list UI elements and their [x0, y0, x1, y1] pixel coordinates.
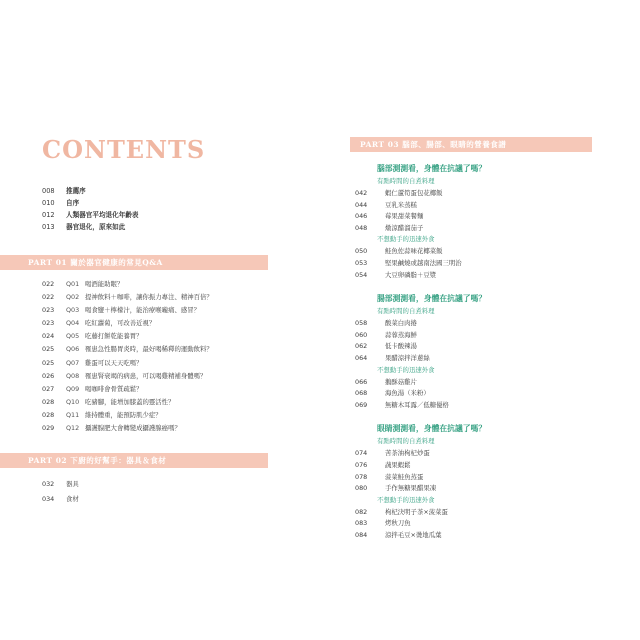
entry-title: 食材 — [66, 495, 79, 504]
takeout-subheading: 不想動手的迅速外食 — [377, 235, 435, 244]
entry-title: 苦茶油枸杞炒蛋 — [385, 449, 430, 458]
cook-subheading: 有點時間的自煮料理 — [377, 177, 435, 185]
toc-entry[interactable] — [42, 385, 264, 398]
page-number: 026 — [42, 371, 55, 380]
page-number: 074 — [355, 449, 368, 458]
page-number: 023 — [42, 306, 55, 315]
entry-title: 鮭魚佐蒜味花椰菜飯 — [385, 247, 443, 256]
part-02-banner: PART 02 下廚的好幫手：器具＆食材 — [0, 453, 268, 468]
question-code: Q11 — [66, 410, 80, 419]
page-number: 058 — [355, 319, 368, 328]
entry-title: 器具 — [66, 480, 79, 489]
page-number: 066 — [355, 377, 368, 386]
entry-title: 自序 — [66, 199, 80, 207]
page-number: 032 — [42, 480, 55, 489]
page-number: 044 — [355, 200, 368, 209]
qa-list — [42, 280, 264, 437]
toc-entry[interactable] — [355, 319, 577, 331]
question-code: Q03 — [66, 306, 80, 315]
entry-title: 海魚湯（米粉） — [385, 389, 430, 398]
entry-title: 吃紅蘿蔔，可改善近視？ — [85, 319, 156, 328]
group-title: 腸部測測看，身體在抗議了嗎？ — [377, 294, 487, 304]
entry-title: 涼拌毛豆×燙地瓜葉 — [385, 530, 442, 539]
page-number: 082 — [355, 507, 368, 516]
toc-entry[interactable] — [42, 424, 264, 437]
toc-entry[interactable] — [42, 332, 264, 345]
toc-entry[interactable] — [355, 401, 577, 413]
toc-entry[interactable] — [355, 259, 577, 271]
toc-entry[interactable] — [42, 199, 264, 211]
page-number: 023 — [42, 319, 55, 328]
entry-title: 烤秋刀魚 — [385, 519, 411, 528]
question-code: Q04 — [66, 319, 80, 328]
toc-entry[interactable] — [42, 480, 264, 495]
takeout-subheading: 不想動手的迅速外食 — [377, 495, 435, 504]
entry-title: 豆乳米蒸糕 — [385, 200, 417, 209]
toc-entry[interactable] — [42, 372, 264, 385]
toc-entry[interactable] — [355, 508, 577, 520]
page-number: 013 — [42, 223, 55, 231]
question-code: Q09 — [66, 384, 80, 393]
entry-title: 堅果鹹燒或越南法國三明治 — [385, 258, 462, 267]
page-number: 046 — [355, 212, 368, 221]
cook-subheading: 有點時間的自煮料理 — [377, 437, 435, 446]
page-number: 050 — [355, 247, 368, 256]
entry-title: 提神飲料＋咖啡，讓你振力專注、精神百倍？ — [85, 293, 213, 302]
entry-title: 喝食鹽＋檸檬汁，能治療喉嚨痛、感冒？ — [85, 306, 201, 315]
toc-entry[interactable] — [42, 280, 264, 293]
question-code: Q01 — [66, 280, 80, 288]
entry-title: 大豆卵磷脂＋豆漿 — [385, 270, 437, 279]
toc-entry[interactable] — [355, 519, 577, 531]
page-number: 048 — [355, 223, 368, 232]
toc-entry[interactable] — [42, 319, 264, 332]
page-number: 012 — [42, 211, 55, 219]
page-number: 028 — [42, 397, 55, 406]
entry-title: 喝咖啡會骨質疏鬆？ — [85, 384, 143, 393]
toc-entry[interactable] — [355, 473, 577, 485]
entry-title: 人類器官平均退化年齡表 — [66, 211, 139, 219]
cook-subheading: 有點時間的自煮料理 — [377, 307, 435, 316]
page-number: 022 — [42, 280, 55, 288]
entry-title: 罹患腎衰竭的病患，可以喝雞精補身體嗎？ — [85, 371, 207, 380]
toc-entry[interactable] — [355, 484, 577, 496]
page-number: 076 — [355, 460, 368, 469]
entry-title: 吃豬腳，能增加膝蓋的靈活性？ — [85, 397, 175, 406]
page-number: 025 — [42, 358, 55, 367]
recipe-groups — [355, 163, 577, 542]
right-page — [355, 137, 577, 542]
entry-title: 燉涼醋溜茄子 — [385, 223, 424, 232]
tools-list — [42, 480, 264, 510]
recipe-group — [355, 163, 577, 282]
page-number: 029 — [42, 424, 55, 433]
entry-title: 蒜蓉蒸海鮮 — [385, 330, 417, 339]
page-number: 078 — [355, 472, 368, 481]
toc-entry[interactable] — [355, 224, 577, 236]
entry-title: 罹患急性腸胃炎時，最好喝稀釋的運動飲料？ — [85, 345, 213, 354]
page-number: 010 — [42, 199, 55, 207]
question-code: Q08 — [66, 371, 80, 380]
toc-entry[interactable] — [42, 293, 264, 306]
part-01-banner: PART 01 關於器官健康的常見Q&A — [0, 255, 268, 270]
entry-title: 攝護腺肥大會轉變成攝護腺癌嗎？ — [85, 424, 181, 433]
toc-entry[interactable] — [42, 211, 264, 223]
intro-list — [42, 187, 264, 235]
toc-entry[interactable] — [355, 354, 577, 366]
toc-entry[interactable] — [355, 531, 577, 543]
question-code: Q02 — [66, 293, 80, 302]
page-number: 034 — [42, 495, 55, 504]
question-code: Q10 — [66, 397, 80, 406]
page-number: 069 — [355, 400, 368, 409]
page-number: 025 — [42, 345, 55, 354]
toc-entry[interactable] — [355, 342, 577, 354]
toc-entry[interactable] — [42, 306, 264, 319]
entry-title: 果醋涼拌洋蔥絲 — [385, 353, 430, 362]
part-03-banner: PART 03 腦部、腸部、眼睛的營養食譜 — [350, 137, 592, 152]
entry-title: 鵝酥菇雞片 — [385, 377, 417, 386]
takeout-subheading: 不想動手的迅速外食 — [377, 365, 435, 374]
entry-title: 雞蛋可以天天吃嗎？ — [85, 358, 143, 367]
toc-entry[interactable] — [42, 495, 264, 510]
entry-title: 器官退化，原來如此 — [66, 223, 126, 231]
entry-title: 維持體重，能預防肌少症？ — [85, 410, 162, 419]
page-number: 053 — [355, 258, 368, 267]
entry-title: 手作無糖果醋果凍 — [385, 484, 437, 493]
entry-title: 酸菜白肉捲 — [385, 319, 417, 328]
entry-title: 蝦仁蘆筍蛋包花椰飯 — [385, 189, 443, 197]
toc-entry[interactable] — [42, 411, 264, 424]
toc-entry[interactable] — [42, 223, 264, 235]
entry-title: 推薦序 — [66, 187, 86, 195]
left-page — [28, 128, 264, 510]
toc-entry[interactable] — [42, 398, 264, 411]
toc-entry[interactable] — [42, 345, 264, 358]
page-number: 008 — [42, 187, 55, 195]
page-number: 027 — [42, 384, 55, 393]
toc-entry[interactable] — [355, 378, 577, 390]
page-number: 062 — [355, 342, 368, 351]
page-number: 024 — [42, 332, 55, 341]
toc-entry[interactable] — [355, 201, 577, 213]
contents-title: CONTENTS — [42, 135, 206, 164]
page-number: 060 — [355, 330, 368, 339]
toc-entry[interactable] — [355, 331, 577, 343]
page-number: 068 — [355, 389, 368, 398]
recipe-group — [355, 293, 577, 412]
entry-title: 蔬果蝦鬆 — [385, 460, 411, 469]
page-number: 084 — [355, 530, 368, 539]
toc-entry[interactable] — [355, 461, 577, 473]
entry-title: 菠菜鮭魚蒸蛋 — [385, 472, 424, 481]
toc-entry[interactable] — [42, 359, 264, 372]
entry-title: 枸杞決明子茶×菠菜蛋 — [385, 507, 448, 516]
page-number: 083 — [355, 519, 368, 528]
page-number: 080 — [355, 484, 368, 493]
entry-title: 莓果甜菜餐麵 — [385, 212, 424, 221]
page-number: 054 — [355, 270, 368, 279]
question-code: Q05 — [66, 332, 80, 341]
entry-title: 吃藤打餅乾能養胃？ — [85, 332, 143, 341]
entry-title: 低卡酸辣湯 — [385, 342, 417, 351]
page-number: 028 — [42, 410, 55, 419]
toc-entry[interactable] — [355, 247, 577, 259]
group-title: 眼睛測測看，身體在抗議了嗎？ — [377, 424, 487, 434]
entry-title: 喝酒能助眠？ — [85, 280, 124, 288]
page-number: 022 — [42, 293, 55, 302]
toc-entry[interactable] — [42, 187, 264, 199]
question-code: Q07 — [66, 358, 80, 367]
recipe-group — [355, 423, 577, 542]
question-code: Q06 — [66, 345, 80, 354]
toc-entry[interactable] — [355, 449, 577, 461]
question-code: Q12 — [66, 424, 80, 433]
toc-entry[interactable] — [355, 389, 577, 401]
entry-title: 無糖木耳露／低糖優格 — [385, 400, 449, 409]
page-number: 064 — [355, 353, 368, 362]
toc-entry[interactable] — [355, 189, 577, 201]
group-title: 腦部測測看，身體在抗議了嗎？ — [377, 164, 487, 173]
toc-entry[interactable] — [355, 212, 577, 224]
toc-entry[interactable] — [355, 271, 577, 283]
page-number: 042 — [355, 189, 368, 197]
